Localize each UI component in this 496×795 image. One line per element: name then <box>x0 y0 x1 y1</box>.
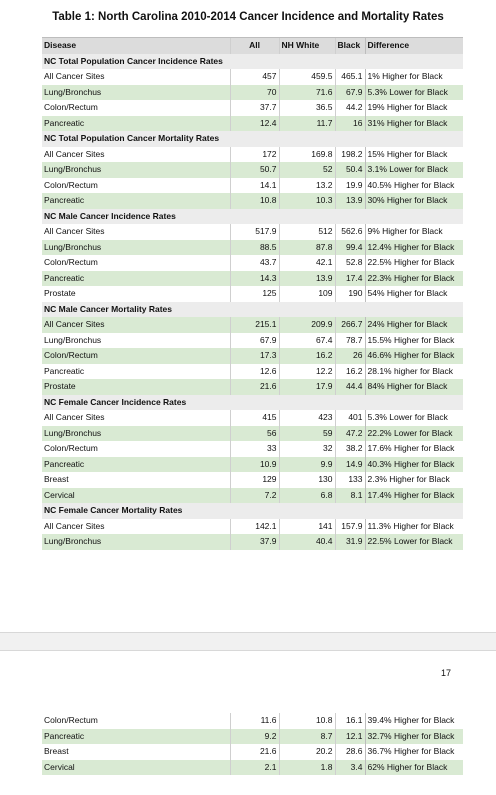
black-cell: 50.4 <box>335 162 365 178</box>
black-cell: 12.1 <box>335 729 365 745</box>
all-cell: 7.2 <box>230 488 279 504</box>
nh-white-cell: 52 <box>279 162 335 178</box>
difference-cell: 22.5% Higher for Black <box>365 255 463 271</box>
black-cell: 47.2 <box>335 426 365 442</box>
disease-cell: Lung/Bronchus <box>42 333 230 349</box>
difference-cell: 31% Higher for Black <box>365 116 463 132</box>
section-header-row <box>42 54 463 70</box>
difference-cell: 40.5% Higher for Black <box>365 178 463 194</box>
difference-cell: 32.7% Higher for Black <box>365 729 463 745</box>
nh-white-cell: 12.2 <box>279 364 335 380</box>
nh-white-cell: 13.9 <box>279 271 335 287</box>
disease-cell: Breast <box>42 472 230 488</box>
table-row <box>42 193 463 209</box>
section-label: NC Male Cancer Mortality Rates <box>42 302 463 318</box>
header-all: All <box>230 38 279 54</box>
table-row <box>42 240 463 256</box>
black-cell: 44.2 <box>335 100 365 116</box>
page-break <box>0 632 496 651</box>
section-label: NC Male Cancer Incidence Rates <box>42 209 463 225</box>
all-cell: 56 <box>230 426 279 442</box>
disease-cell: Pancreatic <box>42 364 230 380</box>
nh-white-cell: 109 <box>279 286 335 302</box>
table-row <box>42 100 463 116</box>
all-cell: 14.1 <box>230 178 279 194</box>
nh-white-cell: 512 <box>279 224 335 240</box>
difference-cell: 84% Higher for Black <box>365 379 463 395</box>
difference-cell: 2.3% Higher for Black <box>365 472 463 488</box>
black-cell: 562.6 <box>335 224 365 240</box>
black-cell: 99.4 <box>335 240 365 256</box>
nh-white-cell: 71.6 <box>279 85 335 101</box>
nh-white-cell: 87.8 <box>279 240 335 256</box>
nh-white-cell: 67.4 <box>279 333 335 349</box>
disease-cell: All Cancer Sites <box>42 317 230 333</box>
all-cell: 9.2 <box>230 729 279 745</box>
black-cell: 190 <box>335 286 365 302</box>
table-row <box>42 271 463 287</box>
disease-cell: Cervical <box>42 488 230 504</box>
all-cell: 12.6 <box>230 364 279 380</box>
cancer-rates-table-continued <box>42 713 463 775</box>
nh-white-cell: 11.7 <box>279 116 335 132</box>
difference-cell: 15.5% Higher for Black <box>365 333 463 349</box>
difference-cell: 1% Higher for Black <box>365 69 463 85</box>
disease-cell: Colon/Rectum <box>42 348 230 364</box>
table-row <box>42 457 463 473</box>
disease-cell: Colon/Rectum <box>42 441 230 457</box>
nh-white-cell: 6.8 <box>279 488 335 504</box>
all-cell: 129 <box>230 472 279 488</box>
cancer-rates-table <box>42 37 463 550</box>
table-row <box>42 317 463 333</box>
all-cell: 17.3 <box>230 348 279 364</box>
nh-white-cell: 130 <box>279 472 335 488</box>
all-cell: 517.9 <box>230 224 279 240</box>
disease-cell: Colon/Rectum <box>42 100 230 116</box>
all-cell: 12.4 <box>230 116 279 132</box>
black-cell: 198.2 <box>335 147 365 163</box>
nh-white-cell: 423 <box>279 410 335 426</box>
disease-cell: Colon/Rectum <box>42 255 230 271</box>
disease-cell: Pancreatic <box>42 116 230 132</box>
nh-white-cell: 42.1 <box>279 255 335 271</box>
all-cell: 125 <box>230 286 279 302</box>
table-title: Table 1: North Carolina 2010-2014 Cancer Incidence and Mortality Rates <box>52 11 444 23</box>
table-row <box>42 286 463 302</box>
disease-cell: All Cancer Sites <box>42 224 230 240</box>
difference-cell: 5.3% Lower for Black <box>365 85 463 101</box>
difference-cell: 19% Higher for Black <box>365 100 463 116</box>
nh-white-cell: 36.5 <box>279 100 335 116</box>
table-row <box>42 85 463 101</box>
difference-cell: 28.1% higher for Black <box>365 364 463 380</box>
disease-cell: Colon/Rectum <box>42 713 230 729</box>
disease-cell: All Cancer Sites <box>42 519 230 535</box>
all-cell: 67.9 <box>230 333 279 349</box>
disease-cell: Lung/Bronchus <box>42 162 230 178</box>
table-row <box>42 224 463 240</box>
disease-cell: Cervical <box>42 760 230 776</box>
all-cell: 10.9 <box>230 457 279 473</box>
disease-cell: Pancreatic <box>42 193 230 209</box>
table-row <box>42 116 463 132</box>
all-cell: 11.6 <box>230 713 279 729</box>
nh-white-cell: 10.3 <box>279 193 335 209</box>
table-row <box>42 410 463 426</box>
table-row <box>42 472 463 488</box>
all-cell: 37.9 <box>230 534 279 550</box>
black-cell: 13.9 <box>335 193 365 209</box>
all-cell: 43.7 <box>230 255 279 271</box>
section-label: NC Total Population Cancer Incidence Rates <box>42 54 463 70</box>
all-cell: 33 <box>230 441 279 457</box>
difference-cell: 54% Higher for Black <box>365 286 463 302</box>
header-nh-white: NH White <box>279 38 335 54</box>
nh-white-cell: 209.9 <box>279 317 335 333</box>
black-cell: 401 <box>335 410 365 426</box>
black-cell: 157.9 <box>335 519 365 535</box>
black-cell: 465.1 <box>335 69 365 85</box>
black-cell: 133 <box>335 472 365 488</box>
black-cell: 28.6 <box>335 744 365 760</box>
difference-cell: 62% Higher for Black <box>365 760 463 776</box>
all-cell: 14.3 <box>230 271 279 287</box>
disease-cell: All Cancer Sites <box>42 410 230 426</box>
difference-cell: 22.2% Lower for Black <box>365 426 463 442</box>
nh-white-cell: 59 <box>279 426 335 442</box>
difference-cell: 39.4% Higher for Black <box>365 713 463 729</box>
page-number: 17 <box>441 668 452 678</box>
section-header-row <box>42 395 463 411</box>
section-label: NC Female Cancer Incidence Rates <box>42 395 463 411</box>
table-row <box>42 348 463 364</box>
table-row <box>42 729 463 745</box>
table-row <box>42 147 463 163</box>
difference-cell: 17.6% Higher for Black <box>365 441 463 457</box>
table-row <box>42 69 463 85</box>
section-header-row <box>42 302 463 318</box>
difference-cell: 3.1% Lower for Black <box>365 162 463 178</box>
disease-cell: Prostate <box>42 286 230 302</box>
table-row <box>42 162 463 178</box>
nh-white-cell: 20.2 <box>279 744 335 760</box>
disease-cell: Lung/Bronchus <box>42 240 230 256</box>
black-cell: 16.2 <box>335 364 365 380</box>
section-label: NC Female Cancer Mortality Rates <box>42 503 463 519</box>
table-row <box>42 744 463 760</box>
nh-white-cell: 32 <box>279 441 335 457</box>
difference-cell: 15% Higher for Black <box>365 147 463 163</box>
black-cell: 16 <box>335 116 365 132</box>
difference-cell: 17.4% Higher for Black <box>365 488 463 504</box>
section-header-row <box>42 503 463 519</box>
all-cell: 2.1 <box>230 760 279 776</box>
disease-cell: Lung/Bronchus <box>42 426 230 442</box>
disease-cell: Lung/Bronchus <box>42 85 230 101</box>
black-cell: 38.2 <box>335 441 365 457</box>
nh-white-cell: 169.8 <box>279 147 335 163</box>
all-cell: 172 <box>230 147 279 163</box>
table-row <box>42 760 463 776</box>
black-cell: 78.7 <box>335 333 365 349</box>
difference-cell: 46.6% Higher for Black <box>365 348 463 364</box>
disease-cell: Pancreatic <box>42 729 230 745</box>
all-cell: 70 <box>230 85 279 101</box>
table-row <box>42 364 463 380</box>
section-header-row <box>42 131 463 147</box>
table-row <box>42 333 463 349</box>
table-row <box>42 519 463 535</box>
nh-white-cell: 141 <box>279 519 335 535</box>
difference-cell: 12.4% Higher for Black <box>365 240 463 256</box>
black-cell: 16.1 <box>335 713 365 729</box>
black-cell: 3.4 <box>335 760 365 776</box>
table-row <box>42 441 463 457</box>
black-cell: 8.1 <box>335 488 365 504</box>
section-label: NC Total Population Cancer Mortality Rates <box>42 131 463 147</box>
difference-cell: 36.7% Higher for Black <box>365 744 463 760</box>
difference-cell: 5.3% Lower for Black <box>365 410 463 426</box>
nh-white-cell: 40.4 <box>279 534 335 550</box>
disease-cell: All Cancer Sites <box>42 147 230 163</box>
black-cell: 17.4 <box>335 271 365 287</box>
disease-cell: Pancreatic <box>42 457 230 473</box>
difference-cell: 11.3% Higher for Black <box>365 519 463 535</box>
disease-cell: Breast <box>42 744 230 760</box>
nh-white-cell: 8.7 <box>279 729 335 745</box>
difference-cell: 22.5% Lower for Black <box>365 534 463 550</box>
difference-cell: 24% Higher for Black <box>365 317 463 333</box>
nh-white-cell: 13.2 <box>279 178 335 194</box>
black-cell: 31.9 <box>335 534 365 550</box>
all-cell: 10.8 <box>230 193 279 209</box>
difference-cell: 40.3% Higher for Black <box>365 457 463 473</box>
black-cell: 52.8 <box>335 255 365 271</box>
all-cell: 215.1 <box>230 317 279 333</box>
table-row <box>42 713 463 729</box>
disease-cell: Pancreatic <box>42 271 230 287</box>
nh-white-cell: 459.5 <box>279 69 335 85</box>
table-header-row <box>42 38 463 54</box>
black-cell: 266.7 <box>335 317 365 333</box>
black-cell: 26 <box>335 348 365 364</box>
all-cell: 21.6 <box>230 379 279 395</box>
table-row <box>42 379 463 395</box>
nh-white-cell: 10.8 <box>279 713 335 729</box>
header-disease: Disease <box>42 38 230 54</box>
header-black: Black <box>335 38 365 54</box>
all-cell: 142.1 <box>230 519 279 535</box>
all-cell: 88.5 <box>230 240 279 256</box>
black-cell: 44.4 <box>335 379 365 395</box>
nh-white-cell: 1.8 <box>279 760 335 776</box>
black-cell: 67.9 <box>335 85 365 101</box>
black-cell: 19.9 <box>335 178 365 194</box>
table-row <box>42 534 463 550</box>
all-cell: 37.7 <box>230 100 279 116</box>
nh-white-cell: 17.9 <box>279 379 335 395</box>
table-row <box>42 178 463 194</box>
nh-white-cell: 16.2 <box>279 348 335 364</box>
all-cell: 457 <box>230 69 279 85</box>
disease-cell: Colon/Rectum <box>42 178 230 194</box>
disease-cell: Prostate <box>42 379 230 395</box>
all-cell: 21.6 <box>230 744 279 760</box>
difference-cell: 30% Higher for Black <box>365 193 463 209</box>
difference-cell: 22.3% Higher for Black <box>365 271 463 287</box>
nh-white-cell: 9.9 <box>279 457 335 473</box>
all-cell: 415 <box>230 410 279 426</box>
table-row <box>42 255 463 271</box>
section-header-row <box>42 209 463 225</box>
difference-cell: 9% Higher for Black <box>365 224 463 240</box>
table-row <box>42 488 463 504</box>
disease-cell: Lung/Bronchus <box>42 534 230 550</box>
all-cell: 50.7 <box>230 162 279 178</box>
header-difference: Difference <box>365 38 463 54</box>
disease-cell: All Cancer Sites <box>42 69 230 85</box>
black-cell: 14.9 <box>335 457 365 473</box>
table-row <box>42 426 463 442</box>
